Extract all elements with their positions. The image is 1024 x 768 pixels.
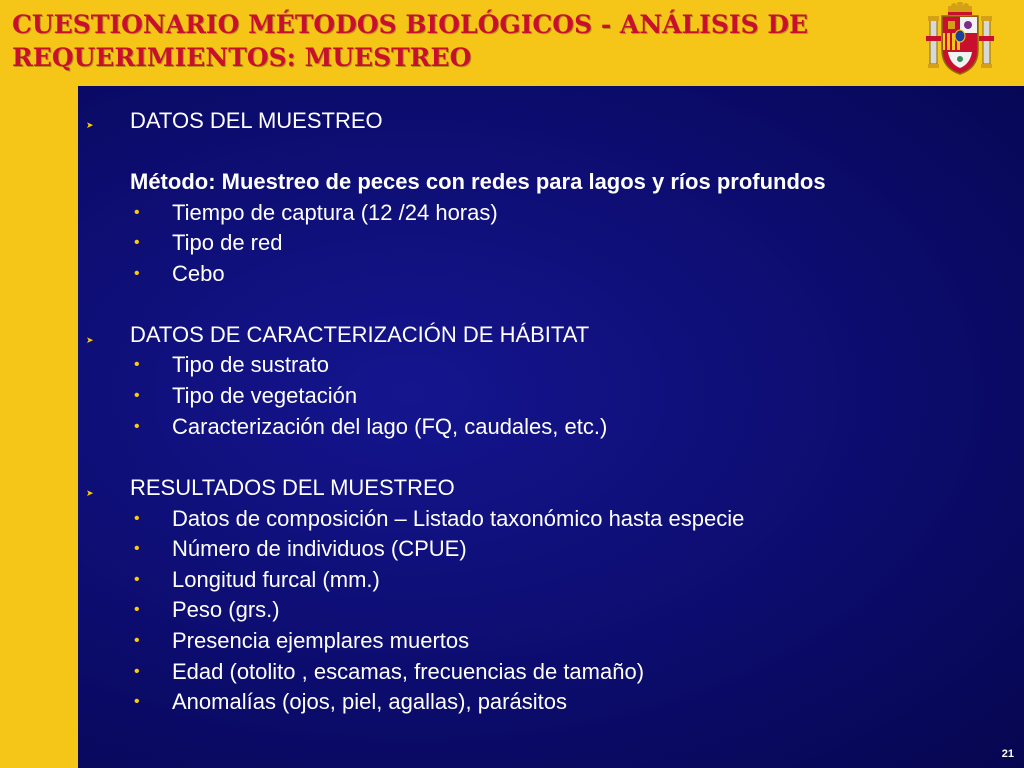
bullet-dot-icon: • — [134, 204, 140, 221]
slide-title — [12, 8, 892, 74]
bullet-dot-icon: • — [134, 510, 140, 527]
list-item: Tipo de sustrato — [172, 352, 329, 377]
bullet-dot-icon: • — [134, 265, 140, 282]
list-item: Tipo de red — [172, 230, 283, 255]
bullet-dot-icon: • — [134, 571, 140, 588]
bullet-dot-icon: • — [134, 356, 140, 373]
section-heading-resultados: RESULTADOS DEL MUESTREO — [130, 475, 455, 500]
arrow-bullet-icon: ➤ — [86, 120, 94, 130]
list-item: Anomalías (ojos, piel, agallas), parásitos — [172, 689, 567, 714]
list-item: Edad (otolito , escamas, frecuencias de tamaño) — [172, 659, 645, 684]
list-item: Tipo de vegetación — [172, 383, 358, 408]
title-line-1: CUESTIONARIO MÉTODOS BIOLÓGICOS - ANÁLISIS DE — [12, 10, 809, 39]
list-item: Cebo — [172, 261, 225, 286]
coat-of-arms-icon — [924, 2, 996, 78]
list-item: Caracterización del lago (FQ, caudales, etc.) — [172, 414, 608, 439]
bullet-dot-icon: • — [134, 418, 140, 435]
list-item: Presencia ejemplares muertos — [172, 628, 470, 653]
title-line-2: REQUERIMIENTOS: MUESTREO — [12, 43, 472, 72]
bullet-dot-icon: • — [134, 387, 140, 404]
bullet-dot-icon: • — [134, 693, 140, 710]
arrow-bullet-icon: ➤ — [86, 335, 94, 345]
section-heading-habitat: DATOS DE CARACTERIZACIÓN DE HÁBITAT — [130, 322, 590, 347]
bullet-dot-icon: • — [134, 601, 140, 618]
list-item: Datos de composición – Listado taxonómico hasta especie — [172, 506, 745, 531]
list-item: Tiempo de captura (12 /24 horas) — [172, 200, 498, 225]
list-item: Número de individuos (CPUE) — [172, 536, 467, 561]
list-item: Peso (grs.) — [172, 597, 280, 622]
bullet-dot-icon: • — [134, 663, 140, 680]
bullet-dot-icon: • — [134, 632, 140, 649]
page-number: 21 — [1001, 748, 1014, 760]
content-panel — [78, 86, 1024, 768]
slide-header — [0, 0, 1024, 86]
list-item: Longitud furcal (mm.) — [172, 567, 380, 592]
bullet-dot-icon: • — [134, 540, 140, 557]
arrow-bullet-icon: ➤ — [86, 488, 94, 498]
bullet-dot-icon: • — [134, 234, 140, 251]
method-line: Método: Muestreo de peces con redes para lagos y ríos profundos — [130, 169, 826, 194]
section-heading-muestreo: DATOS DEL MUESTREO — [130, 108, 383, 133]
